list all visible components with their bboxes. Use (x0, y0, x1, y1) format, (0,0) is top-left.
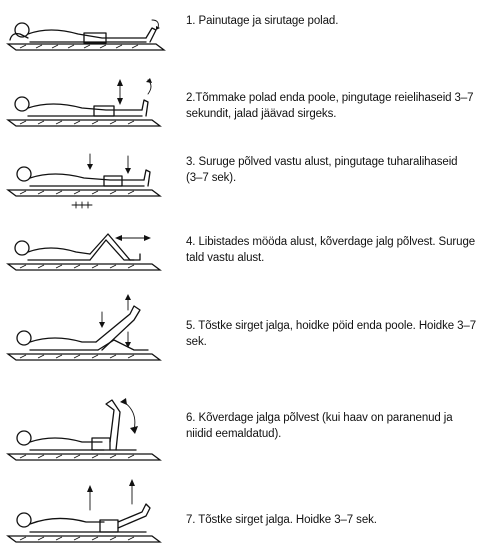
exercise-7-number: 7. (186, 514, 196, 526)
exercise-1-text: Painutage ja sirutage polad. (198, 15, 339, 27)
exercise-4-number: 4. (186, 236, 196, 248)
exercise-6-number: 6. (186, 412, 196, 424)
exercise-5-text: Tõstke sirget jalga, hoidke pöid enda poole. Hoidke 3–7 sek. (186, 320, 477, 348)
exercise-4-caption (186, 234, 476, 266)
exercise-2-number: 2. (186, 92, 196, 104)
exercise-7-text: Tõstke sirget jalga. Hoidke 3–7 sek. (198, 514, 377, 526)
exercise-2-text: Tõmmake polad enda poole, pingutage reielihaseid 3–7 sekundit, jalad jäävad sirgeks. (186, 92, 474, 120)
exercise-2-illustration (6, 74, 166, 134)
exercise-6-text: Kõverdage jalga põlvest (kui haav on paranenud ja niidid eemaldatud). (186, 412, 453, 440)
exercise-4-illustration (6, 224, 166, 280)
exercise-1-number: 1. (186, 15, 196, 27)
exercise-6-caption (186, 410, 476, 442)
exercise-3-caption (186, 154, 476, 186)
exercise-7-caption (186, 512, 476, 528)
exercise-2-caption (186, 90, 476, 122)
exercise-4-text: Libistades mööda alust, kõverdage jalg põlvest. Suruge tald vastu alust. (186, 236, 476, 264)
exercise-1-caption (186, 13, 476, 29)
exercise-3-text: Suruge põlved vastu alust, pingutage tuharalihaseid (3–7 sek). (186, 156, 458, 184)
exercise-3-illustration (6, 150, 166, 216)
exercise-5-illustration (6, 292, 166, 368)
exercise-5-number: 5. (186, 320, 196, 332)
exercise-1-illustration (6, 4, 166, 58)
exercise-7-illustration (6, 478, 166, 558)
exercise-6-illustration (6, 390, 166, 470)
exercise-5-caption (186, 318, 476, 350)
exercise-3-number: 3. (186, 156, 196, 168)
